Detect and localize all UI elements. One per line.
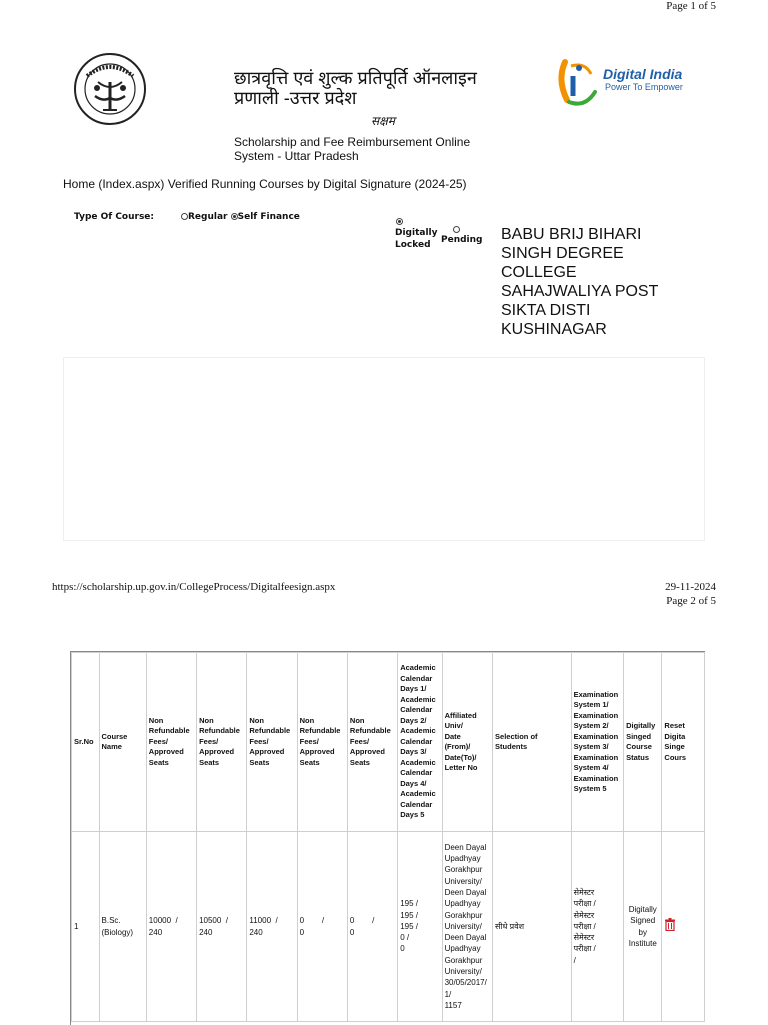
breadcrumb-current: Verified Running Courses by Digital Signature (2024-25) [167, 177, 467, 191]
hindi-title-line1: छात्रवृत्ति एवं शुल्क प्रतिपूर्ति ऑनलाइन [234, 68, 477, 88]
pending-radio[interactable] [453, 226, 460, 233]
breadcrumb [63, 177, 467, 191]
table-row [72, 832, 705, 1022]
content-panel [63, 357, 705, 541]
breadcrumb-home-link[interactable]: Home (Index.aspx) [63, 177, 165, 191]
cell-digitally-signed-status: Digitally Signed by Institute [624, 832, 662, 1022]
regular-radio[interactable] [181, 213, 188, 220]
header-affiliated-univ: Affiliated Univ/ Date (From)/ Date(To)/ Letter No [442, 653, 492, 832]
header-course-name: Course Name [99, 653, 146, 832]
trash-icon[interactable] [664, 918, 676, 931]
header-fee-5: Non Refundable Fees/ Approved Seats [347, 653, 397, 832]
header-digitally-signed-status: Digitally Singed Course Status [624, 653, 662, 832]
pending-label: Pending [441, 235, 483, 245]
header-examination-system: Examination System 1/ Examination System 2/ Examination System 3/ Examination System 4/ Examination System 5 [571, 653, 624, 832]
self-finance-radio[interactable] [231, 213, 238, 220]
header-fee-1: Non Refundable Fees/ Approved Seats [146, 653, 196, 832]
cell-affiliated-univ: Deen Dayal Upadhyay Gorakhpur University/ Deen Dayal Upadhyay Gorakhpur University/ Deen Dayal Upadhyay Gorakhpur University/ 30/05/2017/ 1/ 1157 [442, 832, 492, 1022]
college-name: BABU BRIJ BIHARI SINGH DEGREE COLLEGE SAHAJWALIYA POST SIKTA DISTI KUSHINAGAR [501, 226, 659, 338]
header-fee-4: Non Refundable Fees/ Approved Seats [297, 653, 347, 832]
cell-examination-system: सेमेस्टर परीक्षा / सेमेस्टर परीक्षा / सेमेस्टर परीक्षा / / [571, 832, 624, 1022]
courses-table [71, 652, 705, 1022]
cell-fee-5: 0 / 0 [347, 832, 397, 1022]
header-academic-calendar: Academic Calendar Days 1/ Academic Calendar Days 2/ Academic Calendar Days 3/ Academic Calendar Days 4/ Academic Calendar Days 5 [398, 653, 442, 832]
cell-sr-no: 1 [72, 832, 100, 1022]
table-header-row [72, 653, 705, 832]
courses-table-container [70, 651, 705, 1025]
hindi-title [234, 68, 477, 108]
digitally-locked-radio[interactable] [396, 218, 403, 225]
english-title-line2: System - Uttar Pradesh [234, 149, 359, 163]
header-reset-digital-sign: Reset Digita Singe Cours [662, 653, 705, 832]
header-selection-of-students: Selection of Students [493, 653, 572, 832]
cell-reset [662, 832, 705, 1022]
cell-fee-3: 11000 / 240 [247, 832, 297, 1022]
english-title [234, 135, 470, 163]
course-type-radio-group [181, 212, 300, 222]
cell-academic-days: 195 / 195 / 195 / 0 / 0 [398, 832, 442, 1022]
cell-course-name: B.Sc. (Biology) [99, 832, 146, 1022]
digitally-locked-label: Digitally Locked [395, 228, 438, 250]
header-fee-2: Non Refundable Fees/ Approved Seats [197, 653, 247, 832]
header-sr-no: Sr.No [72, 653, 100, 832]
english-title-line1: Scholarship and Fee Reimbursement Online [234, 135, 471, 149]
digital-india-tagline: Power To Empower [605, 82, 683, 92]
hindi-title-line2: प्रणाली -उत्तर प्रदेश [234, 88, 357, 108]
print-date: 29-11-2024 [665, 581, 716, 593]
self-finance-label: Self Finance [237, 212, 300, 222]
digital-india-logo-icon [555, 52, 605, 108]
saksham-label: सक्षम [371, 114, 395, 128]
cell-fee-4: 0 / 0 [297, 832, 347, 1022]
cell-fee-2: 10500 / 240 [197, 832, 247, 1022]
cell-fee-1: 10000 / 240 [146, 832, 196, 1022]
page-number-2: Page 2 of 5 [666, 595, 716, 607]
up-government-seal-icon [73, 52, 147, 126]
header-fee-3: Non Refundable Fees/ Approved Seats [247, 653, 297, 832]
cell-selection-of-students: सीधे प्रवेश [493, 832, 572, 1022]
digital-india-name: Digital India [603, 66, 683, 82]
type-of-course-label: Type Of Course: [74, 212, 155, 222]
page-url: https://scholarship.up.gov.in/CollegeProcess/Digitalfeesign.aspx [52, 581, 336, 593]
regular-label: Regular [188, 212, 228, 222]
page-number-1: Page 1 of 5 [666, 0, 716, 12]
